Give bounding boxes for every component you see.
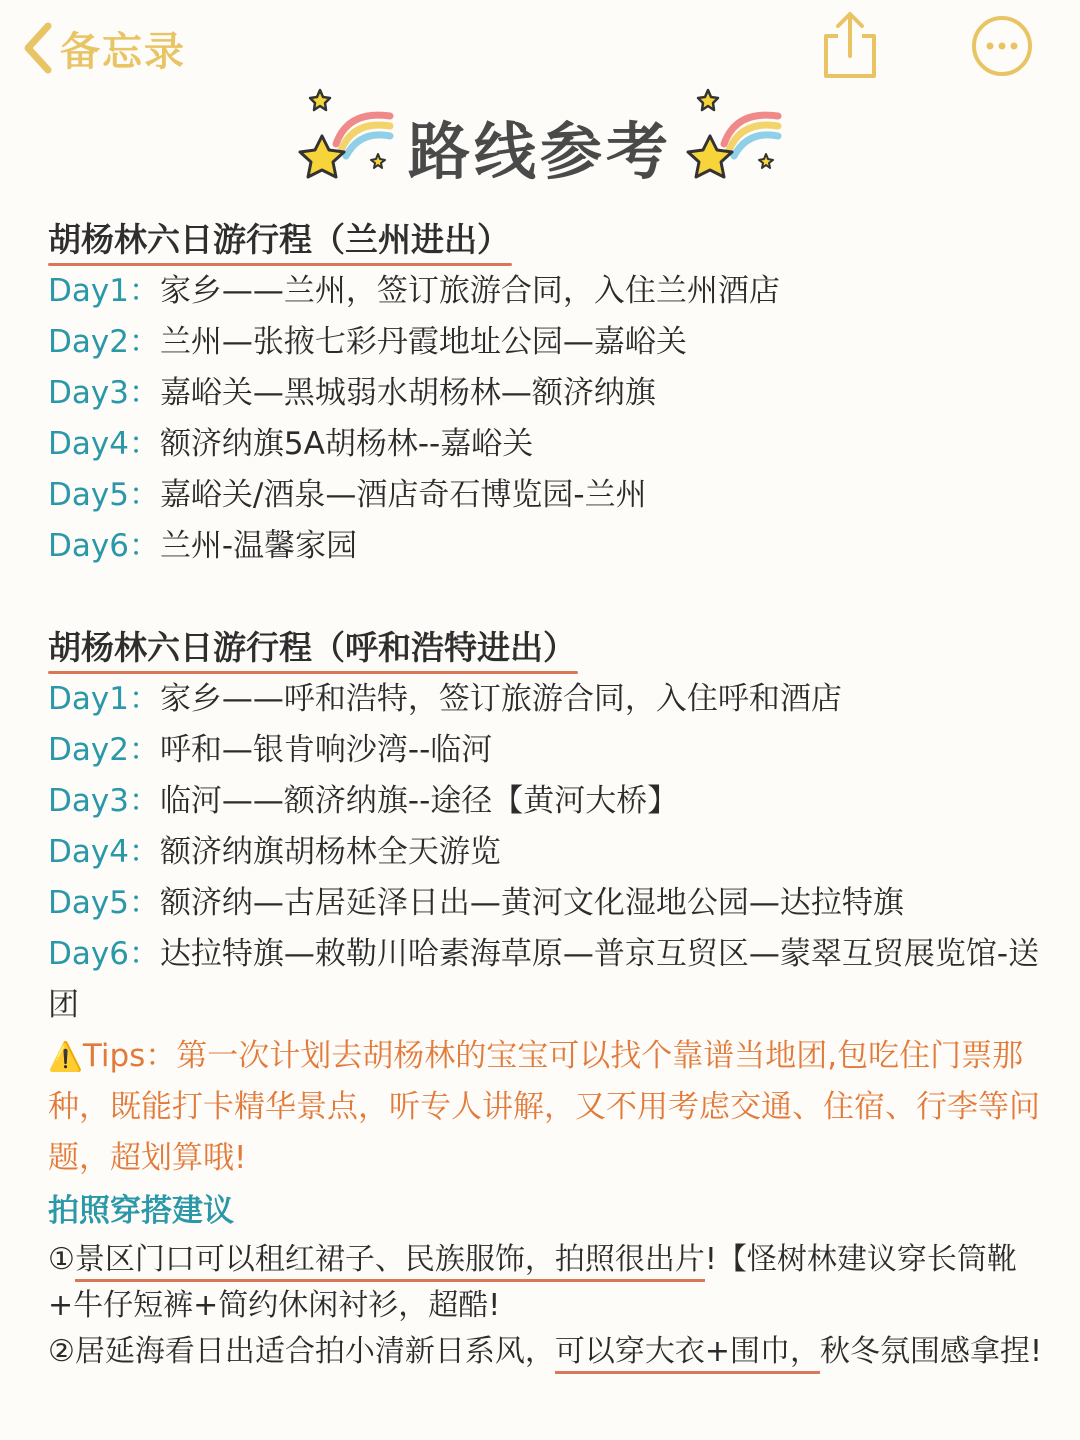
note-content [48,214,1048,1375]
route2-day-2: Day2：呼和—银肯响沙湾--临河 [48,732,493,768]
chevron-left-icon [20,20,54,76]
route2-day-3: Day3：临河——额济纳旗--途径【黄河大桥】 [48,783,679,819]
warning-icon: ⚠️ [48,1040,83,1073]
share-icon [818,6,882,82]
spacer [48,572,1048,622]
route2-heading: 胡杨林六日游行程（呼和浩特进出） [48,622,576,674]
photo-advice-item-1: ①景区门口可以租红裙子、民族服饰，拍照很出片!【怪树林建议穿长筒靴+牛仔短裤+简约休闲衬衫，超酷! [48,1242,1017,1323]
route2-day-4: Day4：额济纳旗胡杨林全天游览 [48,834,501,870]
shooting-star-icon [674,82,794,202]
share-button[interactable] [818,6,882,82]
route1-day-4: Day4：额济纳旗5A胡杨林--嘉峪关 [48,426,534,462]
route1-day-1: Day1：家乡——兰州，签订旅游合同，入住兰州酒店 [48,273,780,309]
route1-day-3: Day3：嘉峪关—黑城弱水胡杨林—额济纳旗 [48,375,656,411]
route2-day-5: Day5：额济纳—古居延泽日出—黄河文化湿地公园—达拉特旗 [48,885,904,921]
highlighted-text: 景区门口可以租红裙子、民族服饰，拍照很出片 [75,1242,705,1282]
tips-paragraph: ⚠️Tips：第一次计划去胡杨林的宝宝可以找个靠谱当地团,包吃住门票那种，既能打卡精华景点，听专人讲解，又不用考虑交通、住宿、行李等问题，超划算哦! [48,1038,1040,1176]
highlighted-text: 可以穿大衣+围巾， [555,1334,820,1374]
photo-advice-heading: 拍照穿搭建议 [48,1193,234,1229]
route1-day-2: Day2：兰州—张掖七彩丹霞地址公园—嘉峪关 [48,324,687,360]
route1-day-5: Day5：嘉峪关/酒泉—酒店奇石博览园-兰州 [48,477,647,513]
route1-day-6: Day6：兰州-温馨家园 [48,528,358,564]
route2-day-6: Day6：达拉特旗—敕勒川哈素海草原—普京互贸区—蒙翠互贸展览馆-送团 [48,936,1040,1023]
heading-underline [48,263,512,266]
route1-heading: 胡杨林六日游行程（兰州进出） [48,214,510,266]
more-icon [970,14,1034,78]
heading-underline [48,671,578,674]
more-button[interactable] [970,14,1034,78]
title-area [0,82,1080,202]
back-label: 备忘录 [60,28,186,75]
photo-advice-item-2: ②居延海看日出适合拍小清新日系风，可以穿大衣+围巾，秋冬氛围感拿捏! [48,1329,1048,1375]
route2-day-1: Day1：家乡——呼和浩特，签订旅游合同，入住呼和酒店 [48,681,842,717]
back-button[interactable] [20,20,186,76]
page-title: 路线参考 [407,115,672,188]
